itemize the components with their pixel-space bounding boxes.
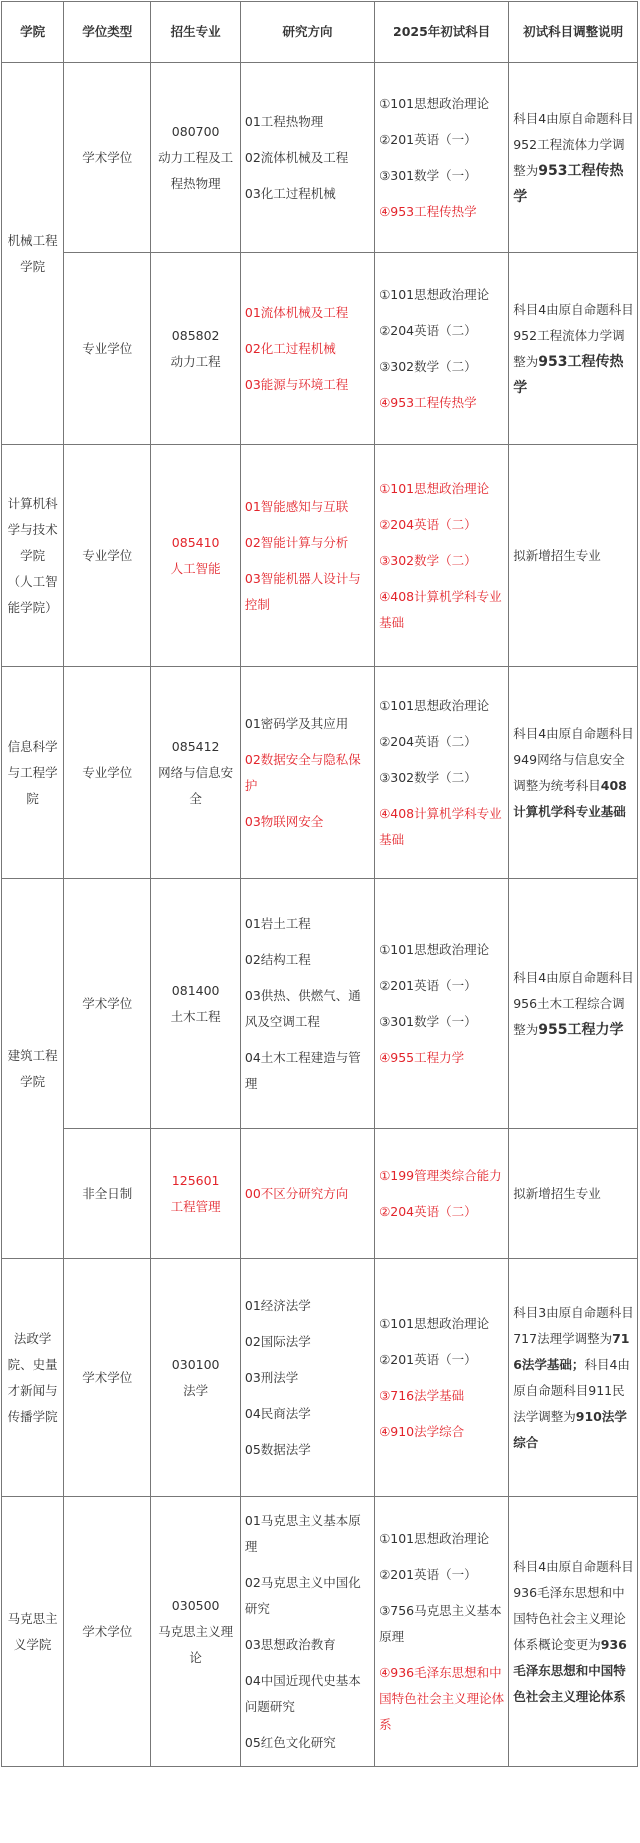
major-cell (151, 1497, 240, 1767)
exam-item: ②201英语（一） (379, 1351, 477, 1367)
note-cell (509, 1497, 638, 1767)
direction-item: 02数据安全与隐私保护 (244, 751, 361, 793)
direction-item: 02马克思主义中国化研究 (244, 1574, 361, 1616)
exam-item: ④910法学综合 (379, 1423, 465, 1439)
table-row (2, 879, 638, 1129)
direction-item: 04中国近现代史基本问题研究 (244, 1672, 361, 1714)
note-text: 科目3由原自命题科目717法理学调整为 (513, 1304, 634, 1346)
direction-item: 01密码学及其应用 (244, 715, 349, 731)
header-direction: 研究方向 (240, 2, 374, 63)
header-row (2, 2, 638, 63)
exam-item: ①199管理类综合能力 (379, 1167, 502, 1183)
note-text: 科目4由原自命题科目952工程流体力学调整为 (513, 110, 634, 178)
major-code: 030100 (171, 1356, 220, 1372)
direction-item: 01马克思主义基本原理 (244, 1512, 361, 1554)
note-cell (509, 253, 638, 445)
exam-item: ③302数学（二） (379, 552, 477, 568)
exam-item: ③756马克思主义基本原理 (379, 1602, 502, 1644)
direction-item: 01经济法学 (244, 1297, 311, 1313)
degree-type-cell: 学术学位 (64, 879, 151, 1129)
direction-cell (240, 63, 374, 253)
header-major: 招生专业 (151, 2, 240, 63)
exam-item: ②201英语（一） (379, 131, 477, 147)
major-code: 085412 (171, 738, 220, 754)
direction-item: 03化工过程机械 (244, 185, 336, 201)
direction-item: 02结构工程 (244, 951, 311, 967)
direction-item: 03能源与环境工程 (244, 376, 349, 392)
table-row (2, 1129, 638, 1259)
college-cell: 建筑工程学院 (2, 879, 64, 1259)
major-cell (151, 1259, 240, 1497)
note-text: 科目4由原自命题科目949网络与信息安全调整为统考科目 (513, 725, 634, 793)
major-cell (151, 667, 240, 879)
direction-item: 00不区分研究方向 (244, 1185, 349, 1201)
major-cell (151, 1129, 240, 1259)
direction-item: 04民商法学 (244, 1405, 311, 1421)
degree-type-cell: 专业学位 (64, 445, 151, 667)
direction-item: 03物联网安全 (244, 813, 324, 829)
exam-item: ③301数学（一） (379, 1013, 477, 1029)
direction-item: 01工程热物理 (244, 113, 324, 129)
exam-item: ①101思想政治理论 (379, 1315, 490, 1331)
note-bold: 953工程传热学 (513, 353, 624, 396)
exam-cell (375, 253, 509, 445)
major-code: 085802 (171, 327, 220, 343)
table-row (2, 1259, 638, 1497)
exam-item: ④953工程传热学 (379, 203, 477, 219)
exam-item: ④408计算机学科专业基础 (379, 805, 502, 847)
direction-item: 03供热、供燃气、通风及空调工程 (244, 987, 361, 1029)
note-text: 科目4由原自命题科目952工程流体力学调整为 (513, 301, 634, 369)
exam-item: ①101思想政治理论 (379, 941, 490, 957)
college-name: 计算机科学与技术学院 (7, 495, 58, 563)
note-bold: 408计算机学科专业基础 (513, 777, 627, 819)
major-name: 土木工程 (170, 1008, 221, 1024)
college-cell: 马克思主义学院 (2, 1497, 64, 1767)
exam-cell (375, 445, 509, 667)
note-cell (509, 667, 638, 879)
exam-cell (375, 1129, 509, 1259)
major-code: 125601 (171, 1172, 220, 1188)
direction-cell (240, 1497, 374, 1767)
major-name: 工程管理 (170, 1198, 221, 1214)
exam-item: ②201英语（一） (379, 977, 477, 993)
table-row (2, 253, 638, 445)
major-code: 030500 (171, 1597, 220, 1613)
college-cell: 机械工程学院 (2, 63, 64, 445)
major-name: 动力工程 (170, 353, 221, 369)
table-row (2, 1497, 638, 1767)
direction-item: 05数据法学 (244, 1441, 311, 1457)
direction-item: 03智能机器人设计与控制 (244, 570, 361, 612)
exam-item: ①101思想政治理论 (379, 95, 490, 111)
exam-cell (375, 1259, 509, 1497)
major-code: 080700 (171, 123, 220, 139)
direction-item: 01智能感知与互联 (244, 498, 349, 514)
note-bold: 953工程传热学 (513, 162, 624, 205)
direction-item: 02智能计算与分析 (244, 534, 349, 550)
direction-item: 02国际法学 (244, 1333, 311, 1349)
note-cell (509, 879, 638, 1129)
major-code: 081400 (171, 982, 220, 998)
direction-item: 03刑法学 (244, 1369, 299, 1385)
exam-cell (375, 63, 509, 253)
note-cell: 拟新增招生专业 (509, 445, 638, 667)
major-name: 人工智能 (170, 560, 221, 576)
exam-item: ②201英语（一） (379, 1566, 477, 1582)
degree-type-cell: 专业学位 (64, 253, 151, 445)
direction-cell (240, 445, 374, 667)
exam-item: ②204英语（二） (379, 1203, 477, 1219)
direction-cell (240, 1259, 374, 1497)
major-name: 动力工程及工程热物理 (158, 149, 234, 191)
direction-item: 02化工过程机械 (244, 340, 336, 356)
major-cell (151, 63, 240, 253)
exam-item: ③302数学（二） (379, 769, 477, 785)
note-cell (509, 1259, 638, 1497)
degree-type-cell: 学术学位 (64, 1259, 151, 1497)
note-text: 科目4由原自命题科目936毛泽东思想和中国特色社会主义理论体系概论变更为 (513, 1558, 634, 1652)
direction-item: 01流体机械及工程 (244, 304, 349, 320)
direction-cell (240, 253, 374, 445)
major-name: 马克思主义理论 (158, 1623, 234, 1665)
college-cell (2, 445, 64, 667)
direction-item: 05红色文化研究 (244, 1734, 336, 1750)
exam-cell (375, 1497, 509, 1767)
exam-item: ①101思想政治理论 (379, 480, 490, 496)
direction-cell (240, 667, 374, 879)
major-name: 网络与信息安全 (158, 764, 234, 806)
major-cell (151, 879, 240, 1129)
exam-item: ②204英语（二） (379, 733, 477, 749)
exam-item: ③716法学基础 (379, 1387, 465, 1403)
major-name: 法学 (183, 1382, 209, 1398)
header-college: 学院 (2, 2, 64, 63)
direction-item: 04土木工程建造与管理 (244, 1049, 361, 1091)
header-adjustment-note: 初试科目调整说明 (509, 2, 638, 63)
note-cell (509, 63, 638, 253)
degree-type-cell: 非全日制 (64, 1129, 151, 1259)
degree-type-cell: 学术学位 (64, 1497, 151, 1767)
college-cell: 信息科学与工程学院 (2, 667, 64, 879)
exam-item: ②204英语（二） (379, 322, 477, 338)
exam-item: ④955工程力学 (379, 1049, 465, 1065)
major-cell (151, 445, 240, 667)
exam-item: ①101思想政治理论 (379, 697, 490, 713)
header-exam-subjects: 2025年初试科目 (375, 2, 509, 63)
exam-item: ①101思想政治理论 (379, 286, 490, 302)
direction-item: 03思想政治教育 (244, 1636, 336, 1652)
exam-item: ③302数学（二） (379, 358, 477, 374)
direction-cell (240, 1129, 374, 1259)
college-subname: （人工智能学院） (7, 573, 58, 615)
exam-item: ④408计算机学科专业基础 (379, 588, 502, 630)
note-bold: 716法学基础； (513, 1330, 630, 1372)
exam-cell (375, 879, 509, 1129)
direction-cell (240, 879, 374, 1129)
exam-item: ④953工程传热学 (379, 394, 477, 410)
note-bold: 936毛泽东思想和中国特色社会主义理论体系 (513, 1636, 627, 1704)
direction-item: 01岩土工程 (244, 915, 311, 931)
note-text: 科目4由原自命题科目956土木工程综合调整为 (513, 969, 634, 1037)
degree-type-cell: 专业学位 (64, 667, 151, 879)
exam-item: ②204英语（二） (379, 516, 477, 532)
exam-item: ①101思想政治理论 (379, 1530, 490, 1546)
major-code: 085410 (171, 534, 220, 550)
header-degree-type: 学位类型 (64, 2, 151, 63)
admission-table (1, 1, 638, 1767)
table-row (2, 63, 638, 253)
degree-type-cell: 学术学位 (64, 63, 151, 253)
note-text: 科目4由原自命题科目911民法学调整为 (513, 1356, 630, 1424)
exam-cell (375, 667, 509, 879)
table-row (2, 667, 638, 879)
table-row (2, 445, 638, 667)
major-cell (151, 253, 240, 445)
note-bold: 910法学综合 (513, 1408, 627, 1450)
college-cell: 法政学院、史量才新闻与传播学院 (2, 1259, 64, 1497)
direction-item: 02流体机械及工程 (244, 149, 349, 165)
exam-item: ③301数学（一） (379, 167, 477, 183)
note-bold: 955工程力学 (538, 1021, 624, 1038)
exam-item: ④936毛泽东思想和中国特色社会主义理论体系 (379, 1664, 505, 1732)
note-cell: 拟新增招生专业 (509, 1129, 638, 1259)
